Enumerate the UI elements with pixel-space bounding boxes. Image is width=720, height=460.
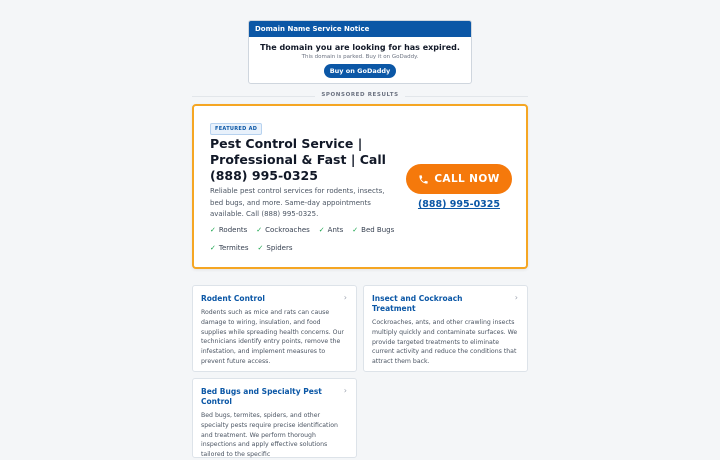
feature-item bbox=[258, 243, 293, 252]
sponsored-label-text: SPONSORED RESULTS bbox=[315, 92, 404, 98]
check-icon: ✓ bbox=[210, 225, 216, 234]
phone-icon bbox=[418, 174, 429, 185]
service-title[interactable]: Rodent Control bbox=[201, 294, 265, 303]
service-card-bed-bugs[interactable] bbox=[192, 378, 357, 458]
service-title[interactable]: Insect and Cockroach Treatment bbox=[372, 294, 463, 313]
chevron-right-icon: › bbox=[343, 293, 347, 302]
notice-title: The domain you are looking for has expired. bbox=[260, 43, 460, 52]
domain-notice bbox=[248, 20, 472, 84]
feature-label: Ants bbox=[327, 225, 344, 234]
check-icon: ✓ bbox=[318, 225, 325, 234]
notice-subtitle: This domain is parked. Buy it on GoDaddy. bbox=[301, 54, 419, 60]
ad-headline[interactable]: Pest Control Service | Professional & Fast | Call (888) 995-0325 bbox=[210, 136, 386, 183]
check-icon: ✓ bbox=[210, 243, 216, 252]
chevron-right-icon: › bbox=[343, 386, 347, 395]
check-icon: ✓ bbox=[352, 225, 359, 234]
phone-number-link[interactable]: (888) 995-0325 bbox=[417, 199, 501, 210]
check-icon: ✓ bbox=[256, 225, 263, 234]
call-now-button[interactable] bbox=[406, 164, 512, 194]
buy-on-godaddy-button[interactable]: Buy on GoDaddy bbox=[324, 64, 396, 78]
service-card-rodent-control[interactable] bbox=[192, 285, 357, 372]
service-description: Bed bugs, termites, spiders, and other specialty pests require precise identification and treatment. We perform thorough inspections and apply effective solutions tailored to the specific bbox=[201, 412, 338, 459]
feature-item bbox=[256, 225, 309, 234]
feature-label: Bed Bugs bbox=[361, 225, 395, 234]
service-description: Rodents such as mice and rats can cause damage to wiring, insulation, and food supplies while spreading health concerns. Our technicians identify entry points, remove the infestation, and implement measures to prevent future access. bbox=[201, 309, 344, 365]
feature-label: Termites bbox=[218, 243, 249, 252]
feature-item bbox=[210, 243, 249, 252]
featured-ad-card[interactable] bbox=[192, 104, 528, 269]
service-title[interactable]: Bed Bugs and Specialty Pest Control bbox=[201, 387, 322, 406]
notice-header: Domain Name Service Notice bbox=[249, 21, 471, 37]
call-now-label: CALL NOW bbox=[434, 173, 500, 185]
feature-item bbox=[352, 225, 394, 234]
chevron-right-icon: › bbox=[514, 293, 518, 302]
service-description: Cockroaches, ants, and other crawling insects multiply quickly and contaminate surfaces. We provide targeted treatments to eliminate current activity and reduce the conditions that attract them back. bbox=[372, 319, 518, 366]
check-icon: ✓ bbox=[257, 243, 264, 252]
sponsored-results-label bbox=[192, 92, 528, 102]
ad-feature-list bbox=[210, 225, 410, 252]
featured-ad-badge: FEATURED AD bbox=[210, 123, 262, 135]
feature-label: Rodents bbox=[218, 225, 248, 234]
feature-item bbox=[210, 225, 247, 234]
feature-item bbox=[319, 225, 344, 234]
ad-description: Reliable pest control services for rodents, insects, bed bugs, and more. Same-day appointments available. Call (888) 995-0325. bbox=[210, 187, 385, 218]
service-card-insect-treatment[interactable] bbox=[363, 285, 528, 372]
feature-label: Cockroaches bbox=[265, 225, 310, 234]
feature-label: Spiders bbox=[266, 243, 293, 252]
